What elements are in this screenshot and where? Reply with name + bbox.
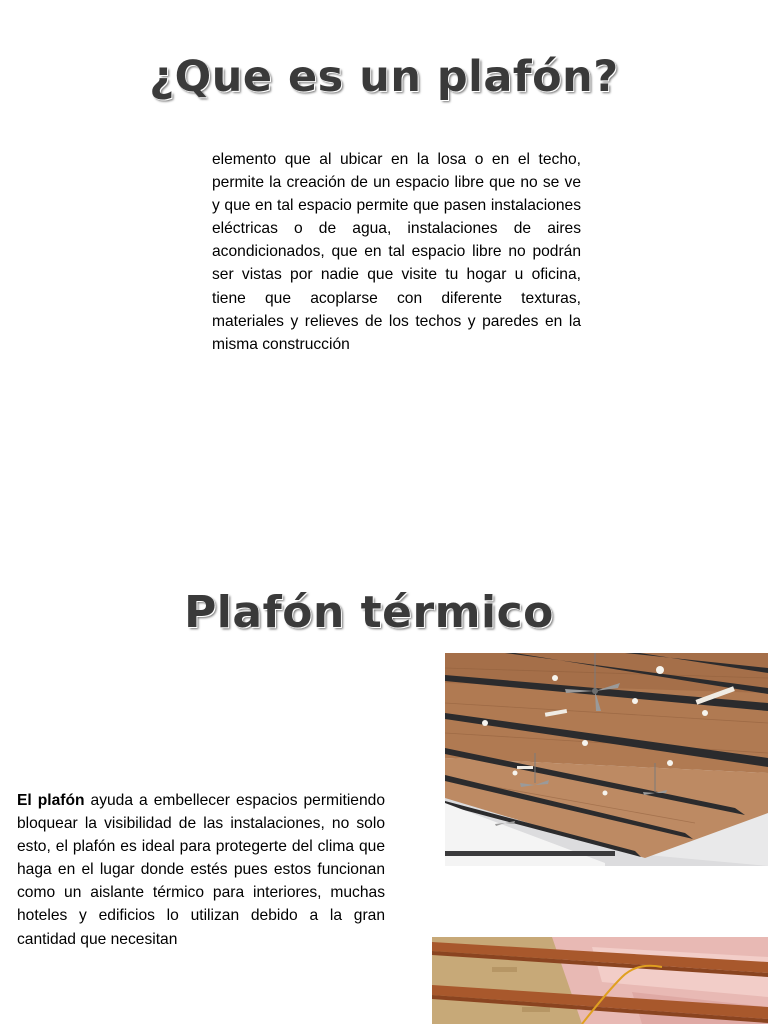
page-title: ¿Que es un plafón?	[149, 52, 619, 102]
section-title-thermal: Plafón térmico	[184, 587, 554, 638]
definition-paragraph: elemento que al ubicar en la losa o en el techo, permite la creación de un espacio libre que no se ve y que en tal espacio permite que pasen instalaciones eléctricas o de agua, instalaciones de aires acondicionados, que en tal espacio libre no podrán ser vistas por nadie que visite tu hogar u oficina, tiene que acoplarse con diferente texturas, materiales y relieves de los techos y paredes en la misma construcción	[212, 151, 581, 353]
ceiling-photo	[445, 653, 768, 866]
thermal-paragraph-text: ayuda a embellecer espacios permitiendo bloquear la visibilidad de las instalaciones, no solo esto, el plafón es ideal para protegerte del clima que haga en el lugar donde estés pues estos funcionan como un aislante térmico para interiores, muchas hoteles y edificios lo utilizan debido a la gran cantidad que necesitan	[17, 792, 385, 948]
insulation-photo	[432, 937, 768, 1024]
bold-lead: El plafón	[17, 792, 85, 809]
thermal-paragraph	[17, 789, 385, 951]
